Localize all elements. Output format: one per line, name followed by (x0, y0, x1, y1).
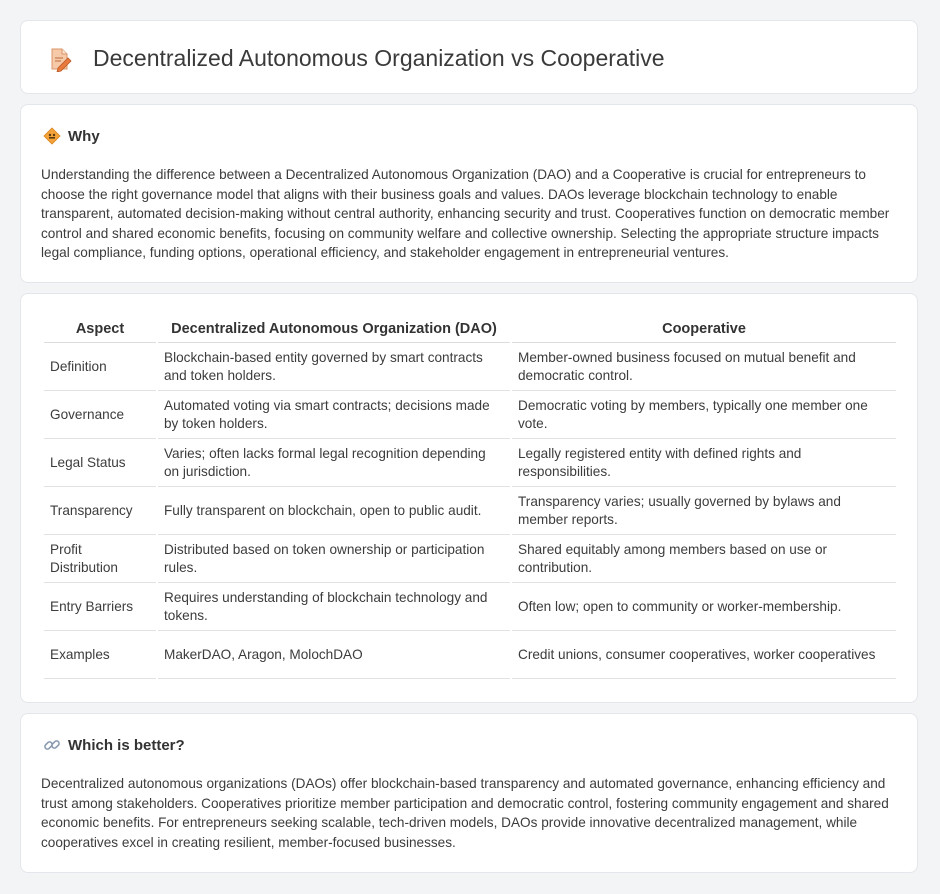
table-row (44, 487, 896, 535)
comparison-table-card (20, 293, 918, 703)
row-dao: Fully transparent on blockchain, open to public audit. (158, 487, 510, 535)
header-cooperative: Cooperative (512, 314, 896, 343)
header-aspect: Aspect (44, 314, 156, 343)
why-card (20, 104, 918, 283)
table-row (44, 631, 896, 679)
document-pencil-icon (47, 46, 73, 72)
row-dao: Automated voting via smart contracts; decisions made by token holders. (158, 391, 510, 439)
table-row (44, 583, 896, 631)
row-cooperative: Member-owned business focused on mutual benefit and democratic control. (512, 343, 896, 391)
row-dao: Distributed based on token ownership or participation rules. (158, 535, 510, 583)
row-cooperative: Credit unions, consumer cooperatives, worker cooperatives (512, 631, 896, 679)
why-heading (43, 127, 100, 145)
header-card (20, 20, 918, 94)
table-row (44, 439, 896, 487)
row-cooperative: Democratic voting by members, typically one member one vote. (512, 391, 896, 439)
row-cooperative: Shared equitably among members based on use or contribution. (512, 535, 896, 583)
row-dao: Varies; often lacks formal legal recognition depending on jurisdiction. (158, 439, 510, 487)
row-cooperative: Legally registered entity with defined rights and responsibilities. (512, 439, 896, 487)
row-dao: Requires understanding of blockchain technology and tokens. (158, 583, 510, 631)
row-dao: Blockchain-based entity governed by smart contracts and token holders. (158, 343, 510, 391)
row-aspect: Legal Status (44, 439, 156, 487)
row-aspect: Examples (44, 631, 156, 679)
table-row (44, 343, 896, 391)
row-aspect: Entry Barriers (44, 583, 156, 631)
row-dao: MakerDAO, Aragon, MolochDAO (158, 631, 510, 679)
row-cooperative: Often low; open to community or worker-membership. (512, 583, 896, 631)
link-icon (43, 736, 61, 754)
better-heading (43, 736, 185, 754)
comparison-table (42, 314, 898, 679)
header-dao: Decentralized Autonomous Organization (DAO) (158, 314, 510, 343)
row-cooperative: Transparency varies; usually governed by bylaws and member reports. (512, 487, 896, 535)
row-aspect: Profit Distribution (44, 535, 156, 583)
page-title: Decentralized Autonomous Organization vs Cooperative (93, 45, 665, 71)
table-row (44, 535, 896, 583)
row-aspect: Transparency (44, 487, 156, 535)
row-aspect: Definition (44, 343, 156, 391)
which-is-better-card (20, 713, 918, 873)
table-header-row (44, 314, 896, 343)
why-title: Why (68, 127, 100, 145)
better-title: Which is better? (68, 736, 185, 754)
warning-sign-icon (43, 127, 61, 145)
title-row (47, 45, 665, 72)
row-aspect: Governance (44, 391, 156, 439)
why-body: Understanding the difference between a Decentralized Autonomous Organization (DAO) and a Cooperative is crucial for entrepreneurs to choose the right governance model that aligns with their business goals and values. DAOs leverage blockchain technology to enable transparent, automated decision-making without central authority, enhancing security and trust. Cooperatives function on democratic member control and shared economic benefits, focusing on community welfare and collective ownership. Selecting the appropriate structure impacts legal compliance, funding options, operational efficiency, and stakeholder engagement in entrepreneurial ventures. (41, 167, 890, 261)
better-body: Decentralized autonomous organizations (DAOs) offer blockchain-based transparency and automated governance, enhancing efficiency and trust among stakeholders. Cooperatives prioritize member participation and democratic control, fostering community engagement and shared economic benefits. For entrepreneurs seeking scalable, tech-driven models, DAOs provide innovative decentralized management, while cooperatives excel in creating resilient, member-focused businesses. (41, 776, 889, 850)
table-row (44, 391, 896, 439)
